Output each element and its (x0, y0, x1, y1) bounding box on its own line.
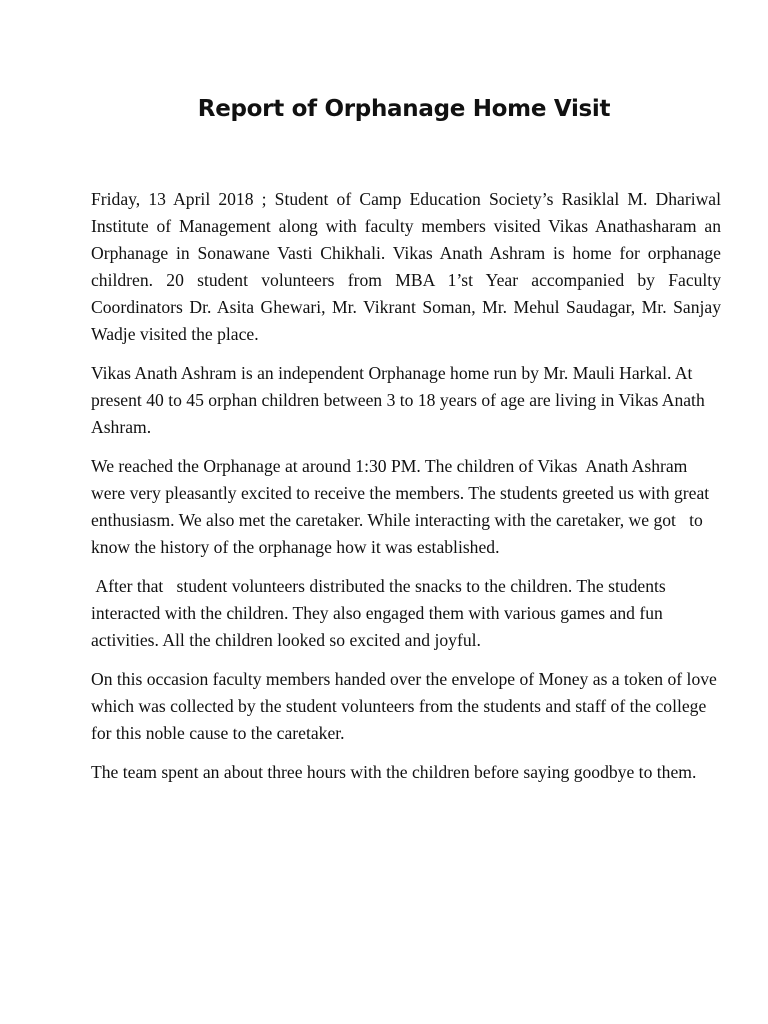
paragraph-conclusion: The team spent an about three hours with the children before saying goodbye to them. (91, 762, 697, 782)
paragraph-arrival: We reached the Orphanage at around 1:30 PM. The children of Vikas Anath Ashram were very pleasantly excited to receive the members. The students greeted us with great enthusiasm. We also met the caretaker. While interacting with the caretaker, we got to know the history of the orphanage how it was established. (91, 456, 714, 557)
page-title: Report of Orphanage Home Visit (197, 96, 611, 122)
paragraph-visit-details: Friday, 13 April 2018 ; Student of Camp Education Society’s Rasiklal M. Dhariwal Institute of Management along with faculty members visited Vikas Anathasharam an Orphanage in Sonawane Vasti Chikhali. Vikas Anath Ashram is home for orphanage children. 20 student volunteers from MBA 1’st Year accompanied by Faculty Coordinators Dr. Asita Ghewari, Mr. Vikrant Soman, Mr. Mehul Saudagar, Mr. Sanjay Wadje visited the place. (91, 189, 721, 344)
paragraph-donation: On this occasion faculty members handed over the envelope of Money as a token of love which was collected by the student volunteers from the students and staff of the college for this noble cause to the caretaker. (91, 669, 722, 743)
paragraph-activities: After that student volunteers distributed the snacks to the children. The students interacted with the children. They also engaged them with various games and fun activities. All the children looked so excited and joyful. (91, 576, 671, 650)
paragraph-ashram-info: Vikas Anath Ashram is an independent Orphanage home run by Mr. Mauli Harkal. At present 40 to 45 orphan children between 3 to 18 years of age are living in Vikas Anath Ashram. (91, 363, 709, 437)
report-body (91, 186, 721, 798)
